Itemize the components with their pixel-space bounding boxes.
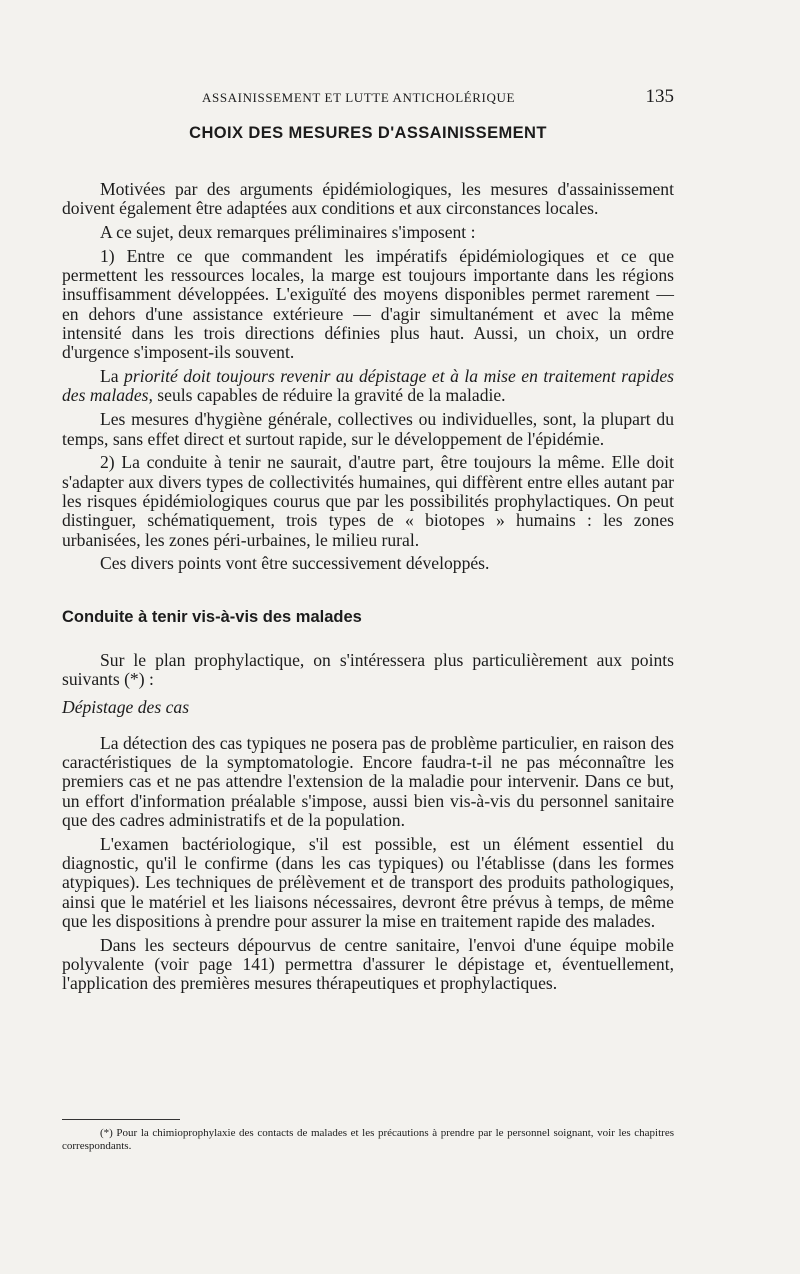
paragraph: Les mesures d'hygiène générale, collectives ou individuelles, sont, la plupart du temps, sans effet direct et surtout rapide, sur le développement de l'épidémie. — [62, 409, 674, 449]
paragraph: La détection des cas typiques ne posera pas de problème particulier, en raison des caractéristiques de la symptomatologie. Encore faudra-t-il ne pas méconnaître les premiers cas et ne pas attendre l'extension de la maladie pour intervenir. Dans ce but, un effort d'information préalable s'impose, aussi bien vis-à-vis du personnel sanitaire que des cadres administratifs et de la population. — [62, 732, 674, 831]
paragraph: L'examen bactériologique, s'il est possible, est un élément essentiel du diagnostic, qu'il le confirme (dans les cas typiques) ou l'établisse (dans les formes atypiques). Les techniques de prélèvement et de transport des produits pathologiques, ainsi que le matériel et les liaisons nécessaires, devront être prévus à temps, de même que les dispositions à prendre pour assurer la mise en traitement rapide des malades. — [62, 833, 674, 931]
paragraph: Motivées par des arguments épidémiologiques, les mesures d'assainissement doivent également être adaptées aux conditions et aux circonstances locales. — [62, 179, 674, 219]
footnote: (*) Pour la chimioprophylaxie des contacts de malades et les précautions à prendre par le personnel soignant, voir les chapitres correspondants. — [62, 1127, 674, 1152]
priority-rest: seuls capables de réduire la gravité de la maladie. — [152, 385, 506, 406]
priority-paragraph — [62, 367, 674, 406]
running-title: ASSAINISSEMENT ET LUTTE ANTICHOLÉRIQUE — [202, 90, 516, 105]
subsubheading: Dépistage des cas — [62, 696, 190, 717]
priority-lead: La — [100, 366, 125, 387]
paragraph: Sur le plan prophylactique, on s'intéressera plus particulièrement aux points suivants (*) : — [62, 649, 674, 690]
priority-emphasis: priorité doit toujours revenir au dépistage et à la mise en traitement rapides des malades, — [62, 366, 674, 406]
page-number: 135 — [645, 86, 674, 107]
paragraph: 2) La conduite à tenir ne saurait, d'autre part, être toujours la même. Elle doit s'adapter aux divers types de collectivités humaines, qui diffèrent entre elles autant par les risques épidémiologiques courus que par les possibilités prophylactiques. On peut distinguer, schématiquement, trois types de « biotopes » humains : les zones urbanisées, les zones péri-urbaines, le milieu rural. — [62, 452, 674, 550]
subheading: Conduite à tenir vis-à-vis des malades — [62, 607, 362, 626]
paragraph: A ce sujet, deux remarques préliminaires s'imposent : — [100, 222, 476, 243]
paragraph: 1) Entre ce que commandent les impératifs épidémiologiques et ce que permettent les ressources locales, la marge est toujours importante dans les régions insuffisamment développées. L'exiguïté des moyens disponibles permet rarement — en dehors d'une assistance extérieure — d'agir simultanément et avec la même intensité dans les trois directions définies plus haut. Aussi, un choix, un ordre d'urgence s'imposent-ils souvent. — [62, 245, 674, 363]
section-title: CHOIX DES MESURES D'ASSAINISSEMENT — [189, 124, 547, 142]
paragraph: Dans les secteurs dépourvus de centre sanitaire, l'envoi d'une équipe mobile polyvalente (voir page 141) permettra d'assurer le dépistage et, éventuellement, l'application des premières mesures thérapeutiques et prophylactiques. — [62, 934, 674, 994]
running-header — [62, 88, 674, 108]
footnote-divider — [62, 1119, 180, 1120]
paragraph: Ces divers points vont être successivement développés. — [100, 553, 490, 574]
body-text — [62, 180, 674, 994]
